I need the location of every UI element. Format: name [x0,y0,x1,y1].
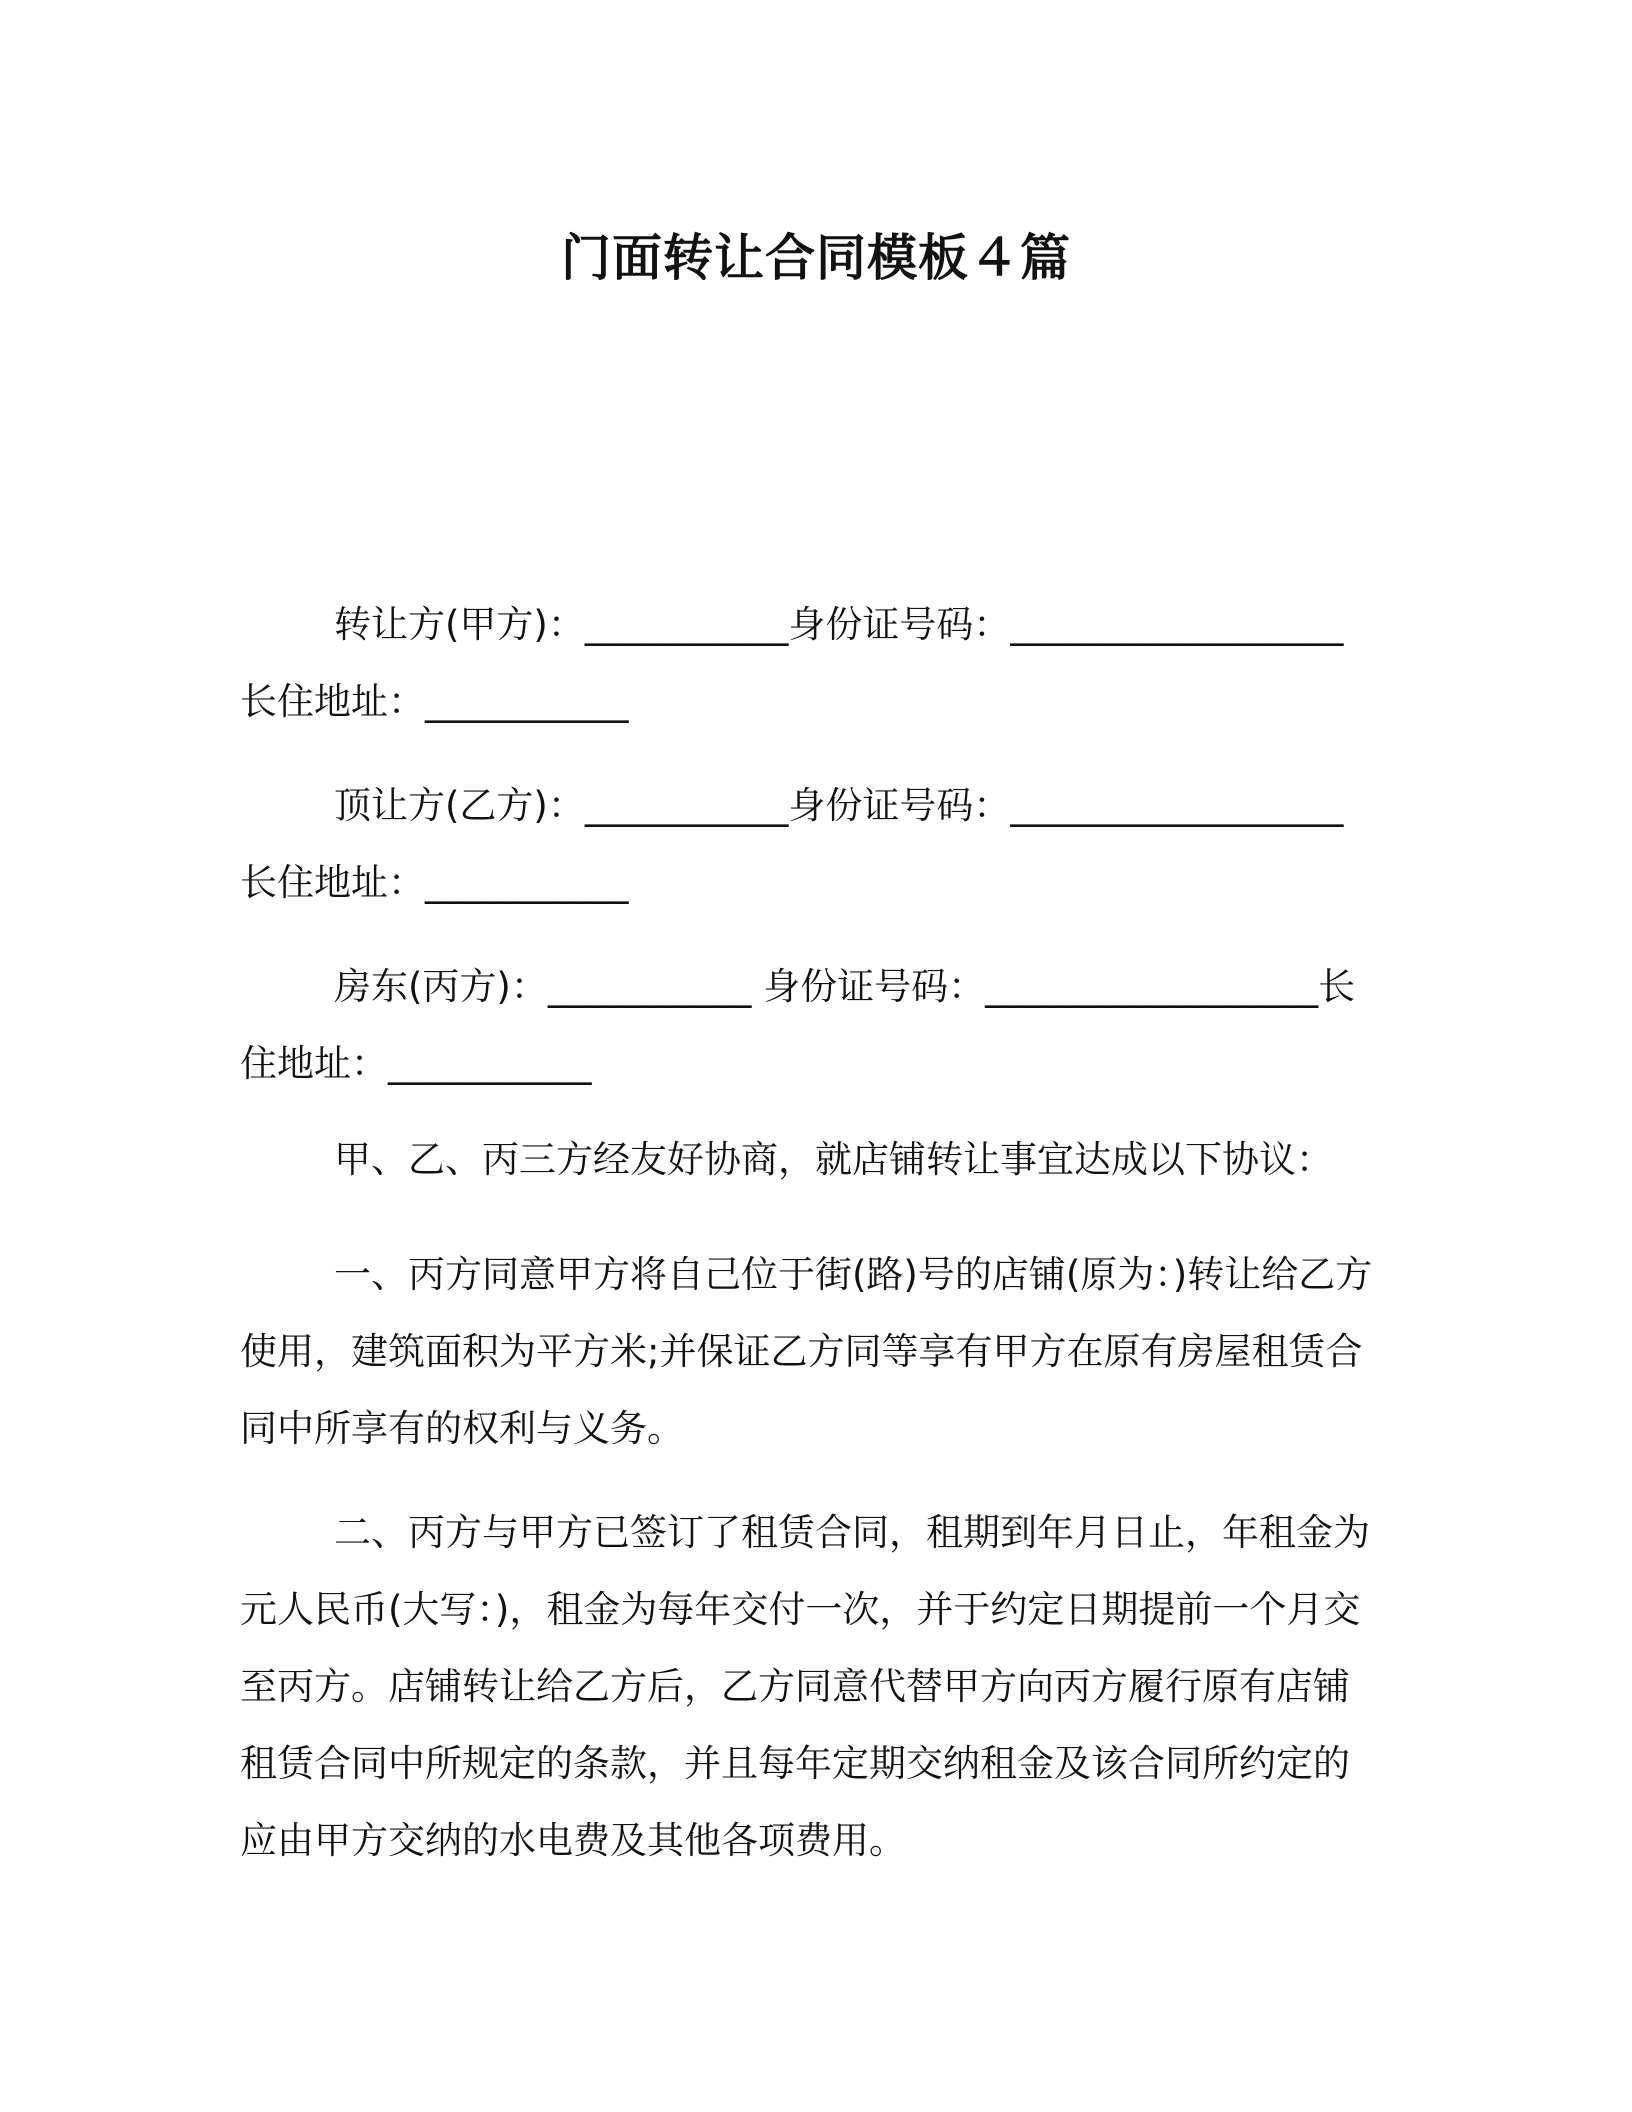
party-a-info: 转让方(甲方)：___________身份证号码：__________________长住地址：___________ [240,603,1344,723]
document-title: 门面转让合同模板４篇 [561,229,1071,287]
clause-1: 一、丙方同意甲方将自己位于街(路)号的店铺(原为：)转让给乙方使用，建筑面积为平方米;并保证乙方同等享有甲方在原有房屋租赁合同中所享有的权利与义务。 [240,1253,1373,1450]
agreement-intro: 甲、乙、丙三方经友好协商，就店铺转让事宜达成以下协议： [334,1138,1333,1181]
landlord-info: 房东(丙方)：___________ 身份证号码：__________________长住地址：___________ [240,965,1356,1085]
party-b-info: 顶让方(乙方)：___________身份证号码：__________________长住地址：___________ [240,784,1344,904]
clause-2: 二、丙方与甲方已签订了租赁合同，租期到年月日止，年租金为元人民币(大写：)，租金为每年交付一次，并于约定日期提前一个月交至丙方。店铺转让给乙方后，乙方同意代替甲方向丙方履行原有店铺租赁合同中所规定的条款，并且每年定期交纳租金及该合同所约定的应由甲方交纳的水电费及其他各项费用。 [240,1511,1370,1862]
